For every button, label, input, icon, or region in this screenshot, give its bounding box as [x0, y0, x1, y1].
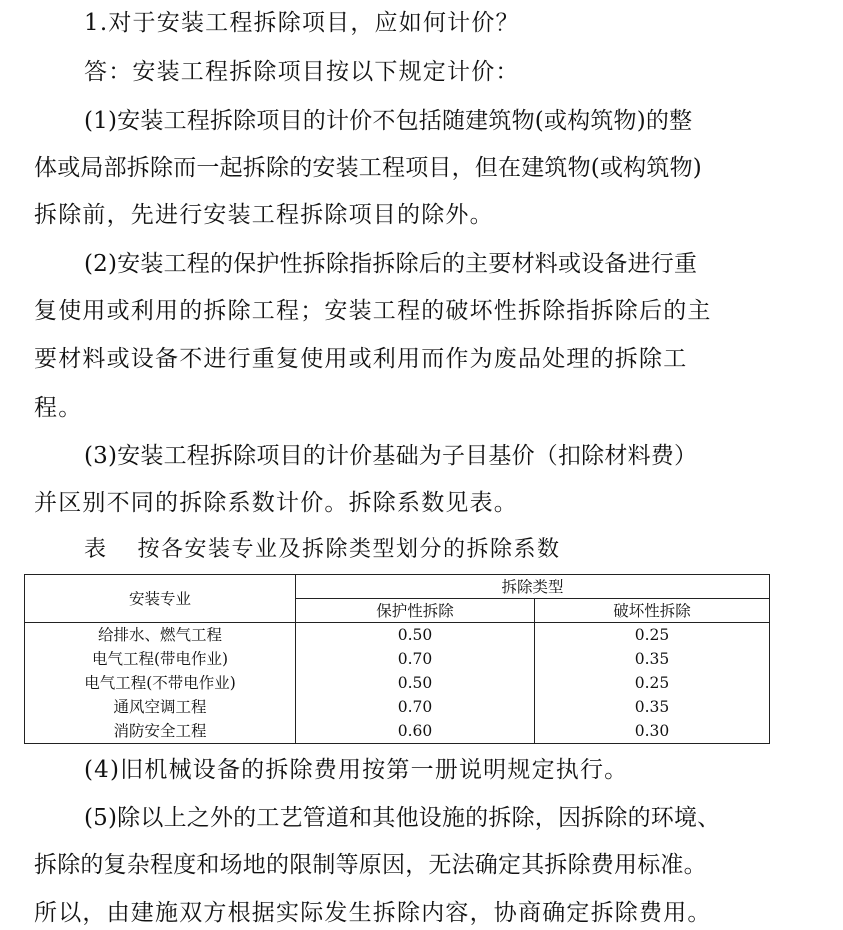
cell-destructive: 0.35: [535, 647, 770, 671]
question-heading: 1.对于安装工程拆除项目，应如何计价？: [84, 10, 520, 36]
cell-protective: 0.60: [296, 719, 535, 744]
header-protective: 保护性拆除: [296, 599, 535, 623]
table-row: [25, 671, 770, 695]
cell-destructive: 0.35: [535, 695, 770, 719]
table-row: [25, 623, 770, 648]
item2-line3: 要材料或设备不进行重复使用或利用而作为废品处理的拆除工: [34, 346, 688, 372]
cell-specialty: 电气工程(带电作业): [25, 647, 296, 671]
cell-protective: 0.70: [296, 695, 535, 719]
cell-protective: 0.50: [296, 671, 535, 695]
cell-protective: 0.70: [296, 647, 535, 671]
item2-line1: (2)安装工程的保护性拆除指拆除后的主要材料或设备进行重: [84, 251, 698, 277]
cell-specialty: 消防安全工程: [25, 719, 296, 744]
table-caption-label: 表: [84, 537, 108, 562]
table-row: [25, 695, 770, 719]
cell-specialty: 电气工程(不带电作业): [25, 671, 296, 695]
table-caption-title: 按各安装专业及拆除类型划分的拆除系数: [137, 537, 561, 562]
item3-line2: 并区别不同的拆除系数计价。拆除系数见表。: [34, 490, 518, 516]
header-demolition-type: 拆除类型: [296, 575, 770, 599]
cell-protective: 0.50: [296, 623, 535, 648]
header-specialty: 安装专业: [25, 575, 296, 623]
item5-line1: (5)除以上之外的工艺管道和其他设施的拆除，因拆除的环境、: [84, 805, 721, 831]
item5-line2: 拆除的复杂程度和场地的限制等原因，无法确定其拆除费用标准。: [34, 852, 707, 878]
header-destructive: 破坏性拆除: [535, 599, 770, 623]
answer-intro: 答：安装工程拆除项目按以下规定计价：: [84, 59, 520, 85]
cell-destructive: 0.25: [535, 623, 770, 648]
cell-specialty: 通风空调工程: [25, 695, 296, 719]
item3-line1: (3)安装工程拆除项目的计价基础为子目基价（扣除材料费）: [84, 443, 698, 469]
item2-line2: 复使用或利用的拆除工程；安装工程的破坏性拆除指拆除后的主: [34, 298, 712, 324]
item1-line1: (1)安装工程拆除项目的计价不包括随建筑物(或构筑物)的整: [84, 108, 693, 134]
table-row: [25, 647, 770, 671]
item1-line3: 拆除前，先进行安装工程拆除项目的除外。: [34, 202, 494, 228]
coefficient-table: [24, 574, 770, 744]
table-row: [25, 719, 770, 744]
table-caption: [84, 535, 561, 565]
item1-line2: 体或局部拆除而一起拆除的安装工程项目，但在建筑物(或构筑物): [34, 155, 702, 181]
cell-destructive: 0.25: [535, 671, 770, 695]
item2-line4: 程。: [34, 395, 83, 421]
cell-specialty: 给排水、燃气工程: [25, 623, 296, 648]
item4-line1: (4)旧机械设备的拆除费用按第一册说明规定执行。: [84, 757, 629, 783]
item5-line3: 所以，由建施双方根据实际发生拆除内容，协商确定拆除费用。: [34, 900, 712, 926]
cell-destructive: 0.30: [535, 719, 770, 744]
